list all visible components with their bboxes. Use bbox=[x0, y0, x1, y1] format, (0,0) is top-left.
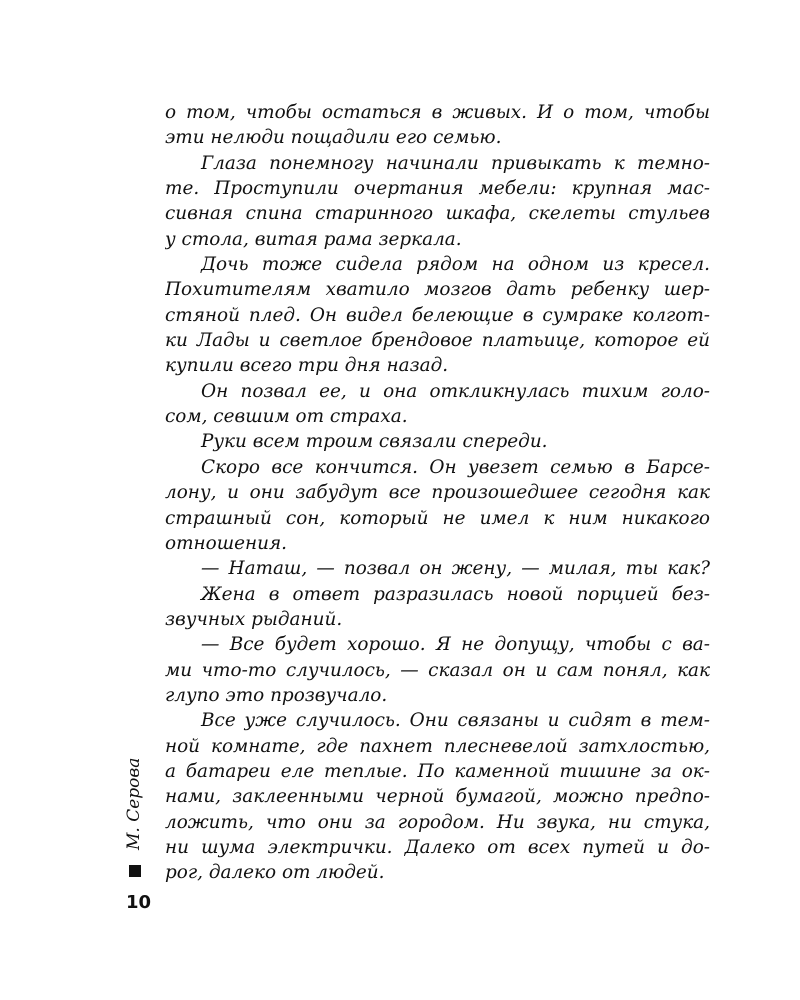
text-line: Руки всем троим связали спереди. bbox=[201, 431, 548, 453]
text-line: сом, севшим от страха. bbox=[165, 406, 408, 428]
running-author: М. Серова bbox=[124, 757, 144, 850]
text-line: Все уже случилось. Они связаны и сидят в тем- bbox=[201, 710, 710, 732]
text-line: — Наташ, — позвал он жену, — милая, ты как? bbox=[201, 558, 710, 580]
page-marker-square bbox=[129, 865, 141, 877]
text-line: Дочь тоже сидела рядом на одном из кресел. bbox=[201, 254, 710, 276]
text-line: — Все будет хорошо. Я не допущу, чтобы с ва- bbox=[201, 634, 710, 656]
text-line: у стола, витая рама зеркала. bbox=[165, 228, 462, 250]
text-line: звучных рыданий. bbox=[165, 608, 343, 630]
body-text bbox=[165, 100, 710, 886]
text-line: глупо это прозвучало. bbox=[165, 684, 388, 706]
text-line: отношения. bbox=[165, 532, 287, 554]
text-line: эти нелюди пощадили его семью. bbox=[165, 127, 502, 149]
text-line: ки Лады и светлое брендовое платьице, которое ей bbox=[165, 330, 710, 352]
text-line: ной комнате, где пахнет плесневелой затхлостью, bbox=[165, 735, 710, 757]
text-line: стяной плед. Он видел белеющие в сумраке колгот- bbox=[165, 304, 710, 326]
page-number: 10 bbox=[126, 892, 152, 913]
text-line: страшный сон, который не имел к ним никакого bbox=[165, 507, 710, 529]
text-line: ни шума электрички. Далеко от всех путей и до- bbox=[165, 836, 710, 858]
text-line: те. Проступили очертания мебели: крупная мас- bbox=[165, 178, 710, 200]
text-line: ми что-то случилось, — сказал он и сам понял, как bbox=[165, 659, 710, 681]
text-line: сивная спина старинного шкафа, скелеты стульев bbox=[165, 203, 710, 225]
text-line: нами, заклеенными черной бумагой, можно предпо- bbox=[165, 786, 710, 808]
text-line: Похитителям хватило мозгов дать ребенку шер- bbox=[165, 279, 710, 301]
text-line: ложить, что они за городом. Ни звука, ни стука, bbox=[165, 811, 710, 833]
text-line: купили всего три дня назад. bbox=[165, 355, 449, 377]
text-line: о том, чтобы остаться в живых. И о том, чтобы bbox=[165, 102, 710, 123]
text-line: лону, и они забудут все произошедшее сегодня как bbox=[165, 482, 710, 504]
text-line: а батареи еле теплые. По каменной тишине за ок- bbox=[165, 760, 710, 782]
text-line: Скоро все кончится. Он увезет семью в Барсе- bbox=[201, 456, 710, 478]
text-line: рог, далеко от людей. bbox=[165, 862, 385, 884]
text-line: Жена в ответ разразилась новой порцией без- bbox=[201, 583, 710, 605]
text-line: Глаза понемногу начинали привыкать к темно- bbox=[201, 152, 710, 174]
text-line: Он позвал ее, и она откликнулась тихим голо- bbox=[201, 380, 710, 402]
